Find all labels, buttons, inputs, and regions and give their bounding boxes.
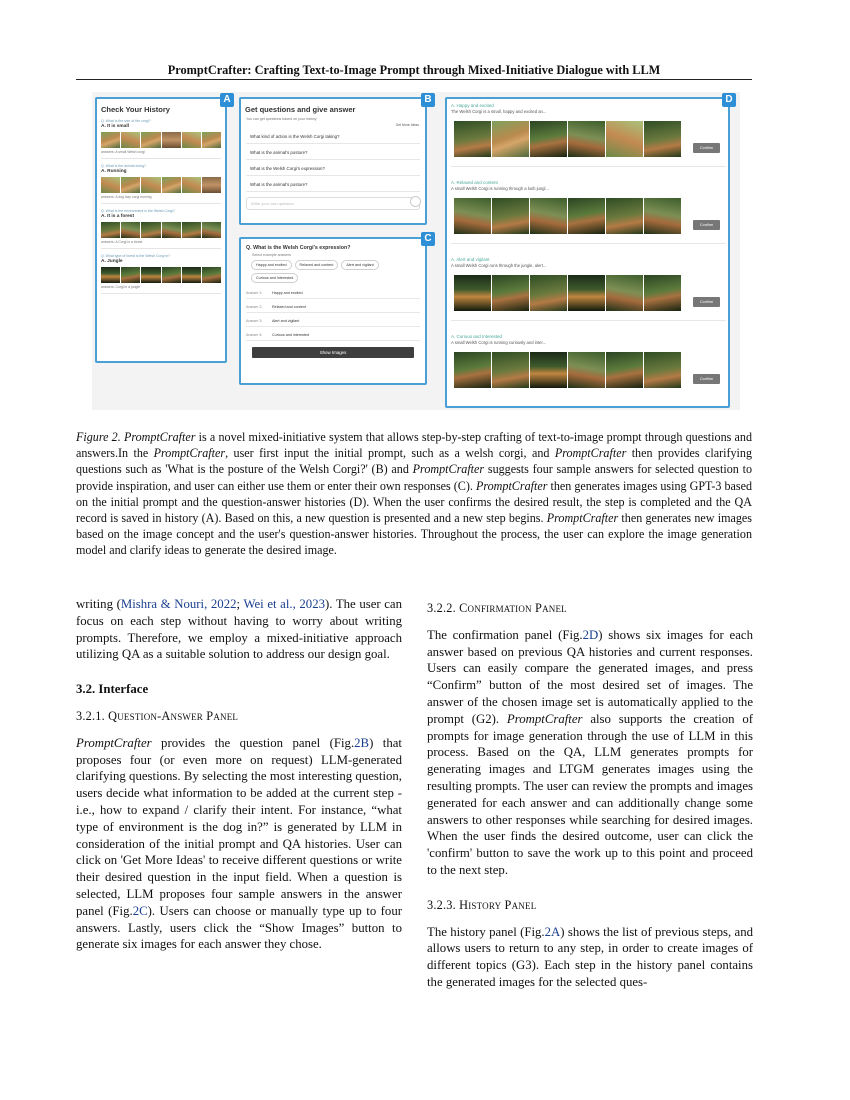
card-prompt: A small Welsh Corgi is running through a lush jungl... [451, 186, 549, 191]
text: The history panel (Fig. [427, 924, 545, 939]
badge-c: C [421, 232, 435, 246]
citation-link[interactable] [121, 597, 237, 611]
confirmation-panel [445, 97, 730, 408]
answer-chip[interactable]: Alert and vigilant [341, 260, 378, 270]
text: also supports the creation of prompts for image generation through the use of LLM in this process. Based on the QA, LLM generates prompts for generating images and LTGM generates images using the resulting prompts. The user can review the prompts and images generated for each answer and can additionally change some answers to other responses while searching for desired images. When the user finds the desired outcome, user can click the 'confirm' button to save the work up to this point and proceed to the next step. [427, 711, 753, 877]
citation-author: Mishra & Nouri [120, 597, 205, 611]
figure-ref-link[interactable]: 2B [354, 735, 370, 750]
confirm-button[interactable]: Confirm [693, 297, 720, 307]
subsection-heading [76, 708, 402, 725]
figure-ref-link[interactable]: 2D [582, 627, 599, 642]
subsection-title: History Panel [459, 897, 537, 912]
header-rule [76, 79, 752, 80]
answer-panel-hint: Select example answers [252, 253, 291, 257]
history-question: Q. What type of forest is the Welsh Corgi in? [101, 254, 170, 258]
answer-row[interactable] [246, 291, 420, 299]
subsection-heading [427, 897, 753, 914]
subsection-title: Question-Answer Panel [108, 708, 239, 723]
answer-label: Answer 2: [246, 305, 263, 309]
citation-year: 2022 [210, 597, 237, 611]
question-input[interactable] [246, 197, 420, 210]
question-panel-hint: You can get questions based on your history [246, 117, 317, 121]
history-item[interactable] [101, 209, 221, 249]
text: ) shows six images for each answer based on previous QA histories and current responses. Users can easily compare the generated images, and press “Confirm” button of the most desired set of images. The answer of the chosen image set is automatically applied to the prompt (G2). [427, 627, 753, 726]
confirm-button[interactable]: Confirm [693, 374, 720, 384]
text: writing ( [76, 597, 121, 611]
badge-d: D [722, 93, 736, 107]
caption-text: then generates images using GPT-3 based on the initial prompt and the question-answer histories (D). When the user confirms the desired result, the step is completed and the QA record is saved in history (A). Based on this, a new question is presented and a new step begins. [76, 478, 752, 526]
caption-system-name: PromptCrafter [153, 446, 226, 461]
history-image-strip [101, 132, 221, 148]
history-item[interactable] [101, 254, 221, 294]
answer-label: Answer 3: [246, 319, 263, 323]
subsection-number: 3.2.3. [427, 897, 460, 912]
history-prompt: answers: A small Welsh corgi [101, 150, 145, 154]
answer-panel [239, 237, 427, 385]
caption-system-name: PromptCrafter [475, 478, 548, 493]
subsection-heading [427, 600, 753, 617]
history-question: Q. What is the size of the corgi? [101, 119, 151, 123]
card-image-strip [454, 198, 681, 234]
caption-system-name: PromptCrafter [554, 446, 627, 461]
confirmation-card [451, 330, 726, 398]
figure-2 [92, 92, 740, 410]
history-item[interactable] [101, 164, 221, 204]
history-prompt: answers: Corgi in a jungle [101, 285, 141, 289]
get-more-ideas-link[interactable]: Get More Ideas [395, 123, 419, 127]
text: The confirmation panel (Fig. [427, 627, 583, 642]
caption-system-name: PromptCrafter [123, 430, 196, 444]
qa-panel-paragraph [76, 735, 402, 953]
answer-chip[interactable]: Relaxed and content [295, 260, 339, 270]
running-head: PromptCrafter: Crafting Text-to-Image Prompt through Mixed-Initiative Dialogue with LLM [167, 63, 661, 77]
subsection-number: 3.2.2. [427, 601, 460, 615]
figure-caption [76, 429, 752, 559]
card-prompt: A small Welsh Corgi runs through the jungle, alert... [451, 263, 547, 268]
show-images-button[interactable]: Show Images [252, 347, 414, 358]
text: provides the question panel (Fig. [151, 735, 355, 750]
history-image-strip [101, 222, 221, 238]
left-column [76, 596, 402, 953]
card-answer-title: A. Relaxed and content [451, 180, 498, 185]
subsection-title: Confirmation Panel [459, 601, 567, 615]
caption-system-name: PromptCrafter [546, 511, 619, 526]
citation-sep: , [204, 597, 211, 611]
card-prompt: A small Welsh Corgi is running curiously and inter... [451, 340, 547, 345]
answer-chip[interactable]: Curious and Interested [251, 273, 298, 283]
answer-row[interactable] [246, 319, 420, 327]
system-name: PromptCrafter [76, 735, 152, 750]
card-image-strip [454, 352, 681, 388]
history-question: Q. What is the environment in the Welsh Corgi? [101, 209, 175, 213]
caption-system-name: PromptCrafter [412, 462, 485, 477]
history-item[interactable] [101, 119, 221, 159]
badge-b: B [421, 93, 435, 107]
caption-text: then provides clarifying questions such as 'What is the posture of the Welsh Corgi?' (B) and [76, 446, 752, 477]
history-question: Q. What is the animal doing? [101, 164, 146, 168]
history-answer: A. It is small [101, 124, 129, 129]
history-prompt: answers: A Corgi in a forest [101, 240, 143, 244]
answer-chip[interactable]: Happy and excited [251, 260, 292, 270]
card-answer-title: A. Curious and Interested [451, 334, 503, 339]
question-input-placeholder: Write your own question [251, 201, 294, 206]
question-option[interactable]: What is the animal's posture? [246, 147, 420, 160]
question-option[interactable]: What is the animal's posture? [246, 179, 420, 192]
history-answer: A. Running [101, 169, 127, 174]
card-image-strip [454, 275, 681, 311]
answer-chips [241, 258, 425, 285]
citation-link[interactable] [243, 597, 325, 611]
answer-value[interactable]: Curious and interested [272, 333, 310, 337]
answer-label: Answer 1: [246, 291, 263, 295]
card-prompt: The Welsh Corgi is a small, happy and excited an... [451, 109, 547, 114]
card-answer-title: A. Happy and excited [451, 103, 494, 108]
history-panel-title: Check Your History [101, 105, 170, 114]
caption-text: , user first input the initial prompt, such as a welsh corgi, and [225, 446, 555, 461]
answer-value[interactable]: Alert and vigilant [272, 319, 300, 323]
caption-text: is a novel mixed-initiative system that allows step-by-step crafting of text-to-image prompt through questions and answers.In the [76, 430, 752, 461]
text: ) that proposes four (or even more on request) LLM-generated clarifying questions. By selecting the most interesting question, users decide what information to be added at the current step - i.e., how to expand / clarify their intent. For instance, “what type of environment is the dog in?” is generated by LLM in consideration of the initial prompt and QA histories. User can click on 'Get More Ideas' to receive different questions or write their desired question in the input field. When a question is selected, LLM proposes four sample answers in the answer panel (Fig. [76, 735, 402, 918]
subsection-number: 3.2.1. [76, 708, 109, 723]
answer-row[interactable] [246, 333, 420, 341]
history-answer: A. Jungle [101, 259, 123, 264]
system-name: PromptCrafter [506, 711, 583, 726]
card-image-strip [454, 121, 681, 157]
card-answer-title: A. Alert and vigilant [451, 257, 490, 262]
text: ; [236, 597, 244, 611]
text: ) shows the list of previous steps, and allows users to return to any step, in order to create images of different topics (G3). Each step in the history panel contains the generated images for the selected ques- [427, 924, 753, 989]
question-panel-title: Get questions and give answer [245, 105, 356, 114]
history-panel [95, 97, 227, 363]
answer-value[interactable]: Relaxed and content [272, 305, 306, 309]
send-icon[interactable] [410, 196, 421, 207]
caption-label: Figure 2. [76, 430, 121, 444]
citation-sep: , [292, 597, 300, 611]
intro-paragraph [76, 596, 402, 663]
history-image-strip [101, 267, 221, 283]
confirm-button[interactable]: Confirm [693, 220, 720, 230]
confirmation-paragraph [427, 627, 753, 879]
question-panel [239, 97, 427, 225]
citation-author: Wei et al. [243, 597, 293, 611]
citation-year: 2023 [299, 597, 325, 611]
confirmation-card [451, 253, 726, 321]
confirmation-card [451, 99, 726, 167]
history-answer: A. It is a forest [101, 214, 135, 219]
right-column [427, 596, 753, 991]
history-prompt: answers: A dog lazy corgi running [101, 195, 152, 199]
caption-text: suggests four sample answers for selected question to provide inspiration, and user can either use them or enter their own responses (C). [76, 462, 753, 493]
question-option[interactable]: What is the Welsh Corgi's expression? [246, 163, 420, 176]
figure-ref-link[interactable]: 2A [544, 924, 561, 939]
text: ). The user can focus on each step without having to worry about writing prompts. Therefore, we employ a mixed-initiative approach utilizing QA as a suitable solution to address our design goal. [76, 597, 402, 662]
caption-text: then generates new images based on the image concept and the user's question-answer histories. Throughout the process, the user can explore the image generation model and clarify ideas to generate the desired image. [76, 511, 752, 558]
history-image-strip [101, 177, 221, 193]
answer-value[interactable]: Happy and excited [272, 291, 303, 295]
figure-ref-link[interactable]: 2C [132, 903, 148, 918]
text: ). Users can choose or manually type up to four answers. Lastly, users click the “Show Images” button to generate six images for each answer they chose. [76, 903, 402, 952]
history-paragraph [427, 924, 753, 991]
selected-question: Q. What is the Welsh Corgi's expression? [246, 245, 351, 251]
answer-row[interactable] [246, 305, 420, 313]
question-option[interactable]: What kind of action is the Welsh Corgi taking? [246, 131, 420, 144]
badge-a: A [220, 93, 234, 107]
confirmation-card [451, 176, 726, 244]
answer-label: Answer 4: [246, 333, 263, 337]
section-heading: 3.2. Interface [76, 682, 149, 697]
confirm-button[interactable]: Confirm [693, 143, 720, 153]
